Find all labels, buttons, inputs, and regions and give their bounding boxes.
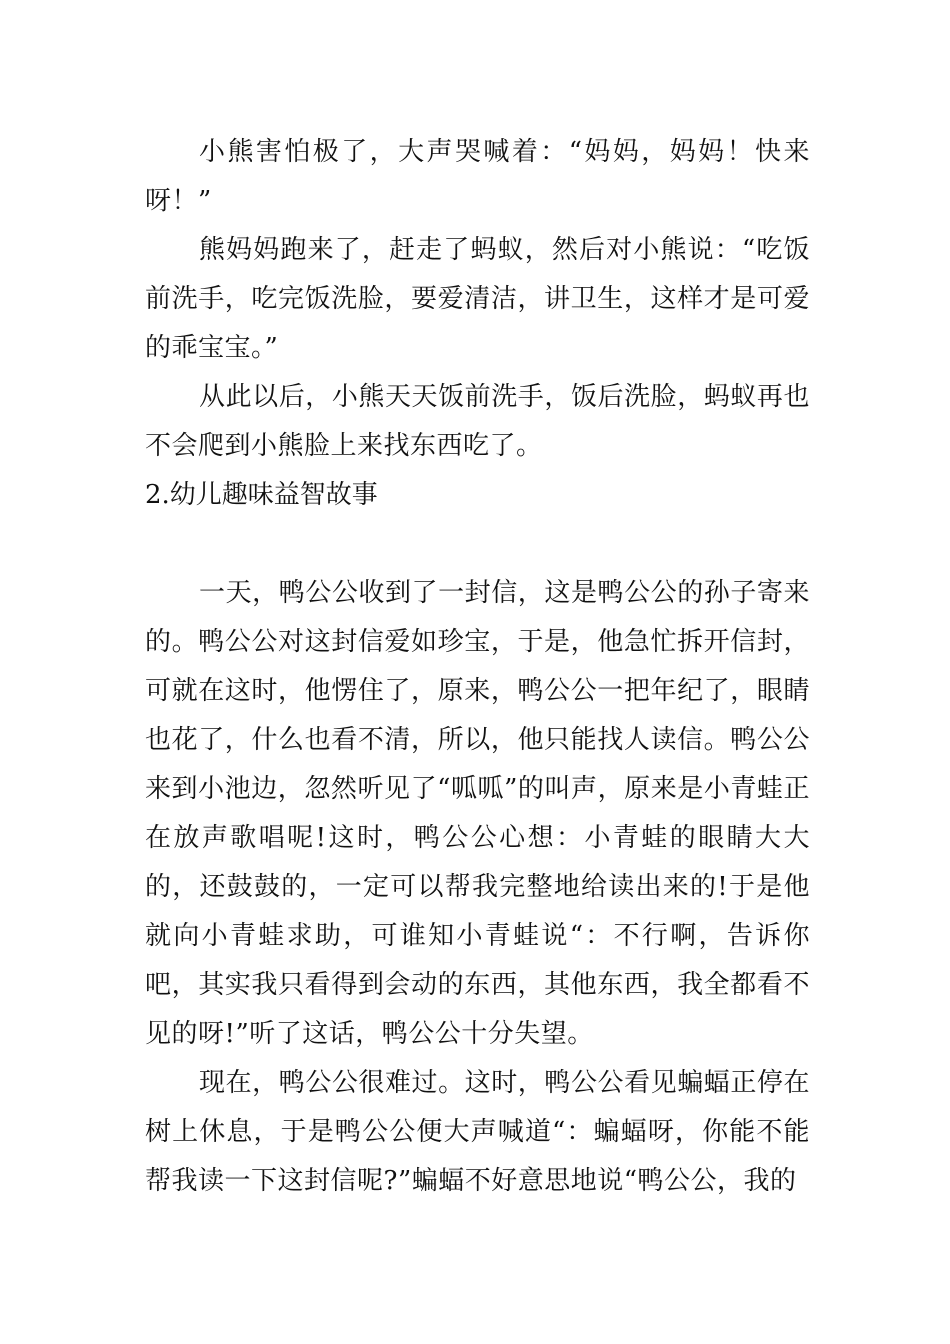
story-paragraph: 小熊害怕极了，大声哭喊着：“妈妈，妈妈！快来呀！” bbox=[145, 137, 810, 216]
section-heading: 2.幼儿趣味益智故事 bbox=[145, 480, 378, 510]
document-page bbox=[145, 128, 810, 1206]
story-paragraph: 从此以后，小熊天天饭前洗手，饭后洗脸，蚂蚁再也不会爬到小熊脸上来找东西吃了。 bbox=[145, 382, 810, 461]
story-paragraph: 一天，鸭公公收到了一封信，这是鸭公公的孙子寄来的。鸭公公对这封信爱如珍宝，于是，他急忙拆开信封，可就在这时，他愣住了，原来，鸭公公一把年纪了，眼睛也花了，什么也看不清，所以，他只能找人读信。鸭公公来到小池边，忽然听见了“呱呱”的叫声，原来是小青蛙正在放声歌唱呢!这时，鸭公公心想：小青蛙的眼睛大大的，还鼓鼓的，一定可以帮我完整地给读出来的!于是他就向小青蛙求助，可谁知小青蛙说“：不行啊，告诉你吧，其实我只看得到会动的东西，其他东西，我全都看不见的呀!”听了这话，鸭公公十分失望。 bbox=[145, 578, 810, 1049]
story-paragraph: 现在，鸭公公很难过。这时，鸭公公看见蝙蝠正停在树上休息，于是鸭公公便大声喊道“：蝙蝠呀，你能不能帮我读一下这封信呢?”蝙蝠不好意思地说“鸭公公，我的 bbox=[145, 1068, 810, 1196]
story-paragraph: 熊妈妈跑来了，赶走了蚂蚁，然后对小熊说：“吃饭前洗手，吃完饭洗脸，要爱清洁，讲卫生，这样才是可爱的乖宝宝。” bbox=[145, 235, 810, 363]
blank-line bbox=[145, 520, 810, 569]
